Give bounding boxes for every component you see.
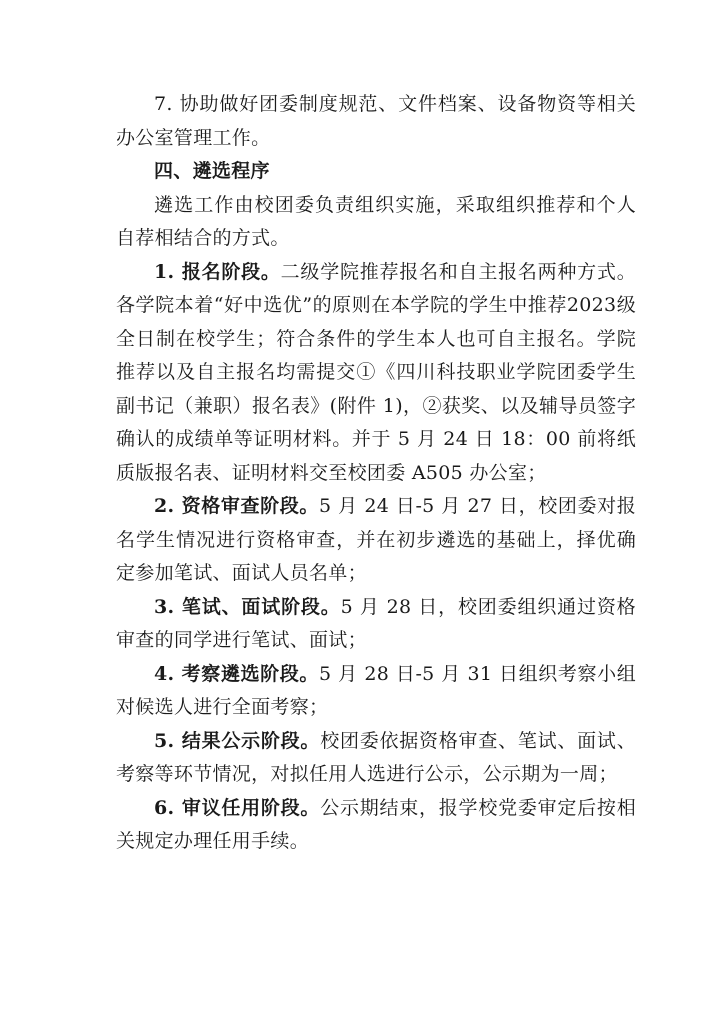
stage-5-lead: 5. 结果公示阶段。	[154, 729, 321, 752]
stage-3-paragraph	[116, 591, 636, 658]
stage-2-paragraph	[116, 490, 636, 591]
item-7-paragraph: 7. 协助做好团委制度规范、文件档案、设备物资等相关办公室管理工作。	[116, 93, 636, 149]
stage-2-lead: 2. 资格审查阶段。	[154, 495, 320, 517]
stage-5-paragraph	[116, 725, 636, 792]
stage-6-lead: 6. 审议任用阶段。	[154, 796, 321, 819]
stage-4-lead: 4. 考察遴选阶段。	[154, 662, 320, 685]
document-page	[116, 88, 636, 859]
intro-paragraph: 遴选工作由校团委负责组织实施，采取组织推荐和个人自荐相结合的方式。	[116, 193, 636, 249]
stage-3-lead: 3. 笔试、面试阶段。	[154, 595, 341, 618]
stage-6-text: 公示期结束，报学校党委审定后按相关规定办理任用手续。	[116, 796, 636, 852]
stage-3-text: 5 月 28 日，校团委组织通过资格审查的同学进行笔试、面试；	[116, 595, 636, 651]
stage-2-text: 5 月 24 日-5 月 27 日，校团委对报名学生情况进行资格审查，并在初步遴选的基础上，择优确定参加笔试、面试人员名单；	[116, 495, 636, 584]
stage-1-paragraph	[116, 256, 636, 491]
stage-1-lead: 1. 报名阶段。	[154, 260, 281, 283]
stage-1-text: 二级学院推荐报名和自主报名两种方式。各学院本着“好中选优”的原则在本学院的学生中推荐2023级全日制在校学生；符合条件的学生本人也可自主报名。学院推荐以及自主报名均需提交①《四川科技职业学院团委学生副书记（兼职）报名表》(附件 1)，②获奖、以及辅导员签字确认的成绩单等证明材料。并于 5 月 24 日 18：00 前将纸质版报名表、证明材料交至校团委 A505 办公室；	[116, 260, 636, 484]
section-heading: 四、遴选程序	[154, 160, 270, 182]
stage-4-text: 5 月 28 日-5 月 31 日组织考察小组对候选人进行全面考察；	[116, 662, 636, 718]
stage-4-paragraph	[116, 658, 636, 725]
stage-6-paragraph	[116, 792, 636, 859]
stage-5-text: 校团委依据资格审查、笔试、面试、考察等环节情况，对拟任用人选进行公示，公示期为一周；	[116, 729, 636, 785]
